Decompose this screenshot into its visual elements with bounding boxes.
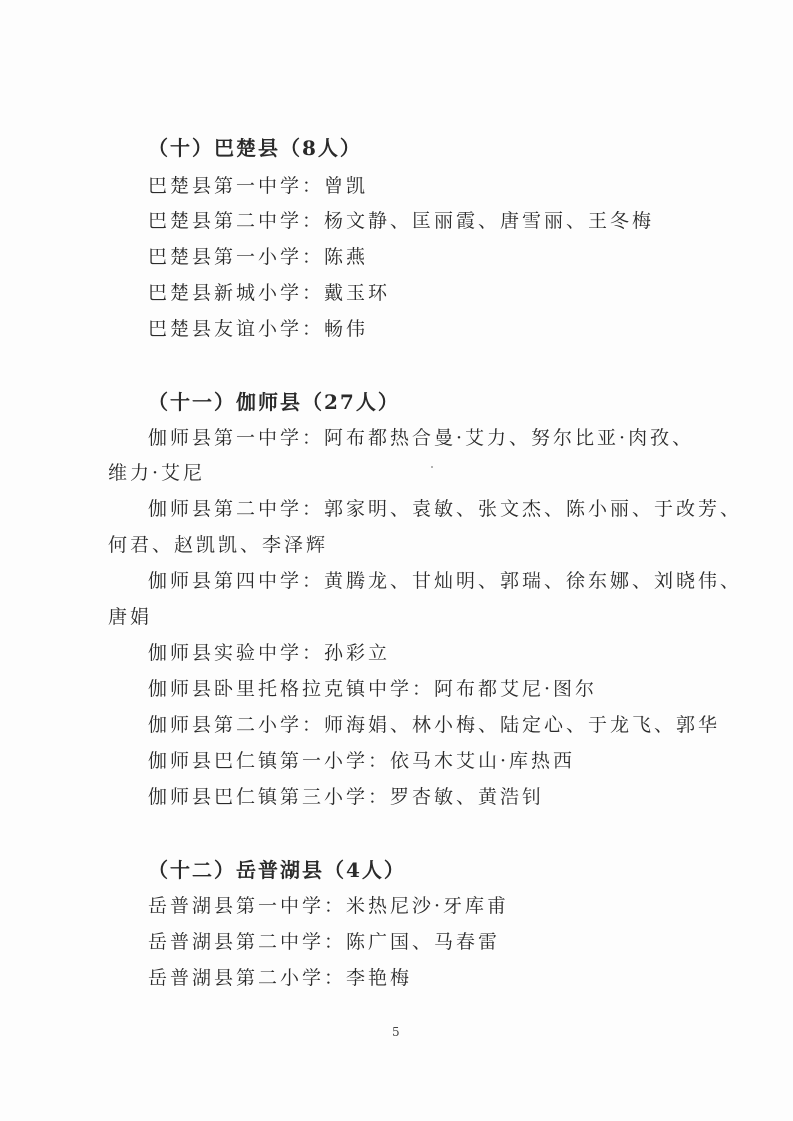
list-line: 伽师县巴仁镇第一小学：依马木艾山·库热西 <box>148 750 576 772</box>
list-line: 巴楚县第一中学：曾凯 <box>148 175 369 197</box>
list-line: 巴楚县新城小学：戴玉环 <box>148 282 391 304</box>
list-line: 伽师县卧里托格拉克镇中学：阿布都艾尼·图尔 <box>148 678 598 700</box>
list-line: 巴楚县第二中学：杨文静、匡丽霞、唐雪丽、王冬梅 <box>148 210 655 232</box>
scan-speck <box>431 466 433 468</box>
list-line: 伽师县实验中学：孙彩立 <box>148 642 391 664</box>
page-number: 5 <box>392 1025 400 1039</box>
list-line: 伽师县第一中学：阿布都热合曼·艾力、努尔比亚·肉孜、 <box>148 427 695 449</box>
list-line: 岳普湖县第一中学：米热尼沙·牙库甫 <box>148 895 510 917</box>
list-line: 伽师县第四中学：黄腾龙、甘灿明、郭瑞、徐东娜、刘晓伟、 <box>148 570 743 592</box>
list-line: 岳普湖县第二中学：陈广国、马春雷 <box>148 931 501 953</box>
list-line-continued: 唐娟 <box>108 606 153 628</box>
list-line: 岳普湖县第二小学：李艳梅 <box>148 967 413 989</box>
list-line-continued: 维力·艾尼 <box>108 462 206 484</box>
list-line: 伽师县巴仁镇第三小学：罗杏敏、黄浩钊 <box>148 786 545 808</box>
section-heading-bachu: （十）巴楚县（8人） <box>148 136 362 160</box>
list-line-continued: 何君、赵凯凯、李泽辉 <box>108 534 329 556</box>
list-line: 伽师县第二小学：师海娟、林小梅、陆定心、于龙飞、郭华 <box>148 714 721 736</box>
list-line: 巴楚县友谊小学：畅伟 <box>148 318 369 340</box>
section-heading-yuepuhu: （十二）岳普湖县（4人） <box>148 858 406 882</box>
list-line: 伽师县第二中学：郭家明、袁敏、张文杰、陈小丽、于改芳、 <box>148 498 743 520</box>
section-heading-jiashi: （十一）伽师县（27人） <box>148 390 400 414</box>
list-line: 巴楚县第一小学：陈燕 <box>148 246 369 268</box>
